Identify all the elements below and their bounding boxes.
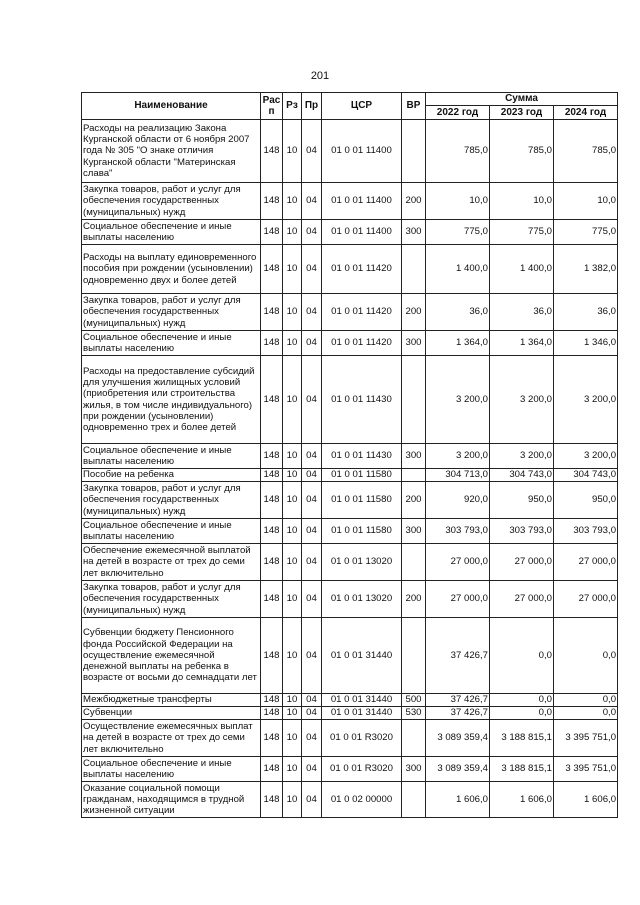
- cell-name: Расходы на реализацию Закона Курганской области от 6 ноября 2007 года № 305 "О знаке отличия Курганской области "Материнская слава": [82, 120, 261, 183]
- cell-2022: 3 200,0: [426, 356, 490, 444]
- cell-2024: 27 000,0: [554, 544, 618, 581]
- table-row: [82, 694, 618, 707]
- cell-csr: 01 0 01 13020: [322, 581, 402, 618]
- cell-2022: 36,0: [426, 294, 490, 331]
- cell-rz: 10: [283, 444, 302, 469]
- cell-vr: 500: [402, 694, 426, 707]
- cell-csr: 01 0 01 R3020: [322, 757, 402, 782]
- cell-2024: 785,0: [554, 120, 618, 183]
- cell-vr: 300: [402, 519, 426, 544]
- table-row: [82, 220, 618, 245]
- cell-rasp: 148: [261, 482, 283, 519]
- cell-pr: 04: [302, 694, 322, 707]
- cell-2024: 0,0: [554, 694, 618, 707]
- cell-2024: 950,0: [554, 482, 618, 519]
- cell-name: Закупка товаров, работ и услуг для обеспечения государственных (муниципальных) нужд: [82, 183, 261, 220]
- cell-pr: 04: [302, 356, 322, 444]
- cell-2024: 0,0: [554, 618, 618, 694]
- cell-vr: 200: [402, 482, 426, 519]
- cell-2022: 10,0: [426, 183, 490, 220]
- cell-vr: 300: [402, 757, 426, 782]
- cell-name: Расходы на выплату единовременного пособия при рождении (усыновлении) одновременно двух и более детей: [82, 245, 261, 294]
- cell-rz: 10: [283, 356, 302, 444]
- table-row: [82, 469, 618, 482]
- cell-rz: 10: [283, 757, 302, 782]
- cell-csr: 01 0 01 11580: [322, 519, 402, 544]
- cell-name: Закупка товаров, работ и услуг для обеспечения государственных (муниципальных) нужд: [82, 482, 261, 519]
- cell-rz: 10: [283, 469, 302, 482]
- cell-2022: 37 426,7: [426, 707, 490, 720]
- cell-pr: 04: [302, 120, 322, 183]
- cell-csr: 01 0 01 11430: [322, 356, 402, 444]
- cell-csr: 01 0 01 11420: [322, 331, 402, 356]
- cell-name: Закупка товаров, работ и услуг для обеспечения государственных (муниципальных) нужд: [82, 294, 261, 331]
- table-row: [82, 444, 618, 469]
- cell-2023: 27 000,0: [490, 581, 554, 618]
- cell-rasp: 148: [261, 782, 283, 818]
- cell-name: Субвенции: [82, 707, 261, 720]
- cell-rasp: 148: [261, 581, 283, 618]
- cell-csr: 01 0 01 11430: [322, 444, 402, 469]
- cell-name: Расходы на предоставление субсидий для улучшения жилищных условий (приобретения или строительства жилья, в том числе индивидуального) при рождении (усыновлении) одновременно трех и более детей: [82, 356, 261, 444]
- cell-name: Социальное обеспечение и иные выплаты населению: [82, 331, 261, 356]
- cell-rasp: 148: [261, 519, 283, 544]
- cell-2022: 27 000,0: [426, 544, 490, 581]
- cell-rasp: 148: [261, 245, 283, 294]
- cell-csr: 01 0 01 11420: [322, 245, 402, 294]
- cell-rasp: 148: [261, 331, 283, 356]
- cell-csr: 01 0 01 31440: [322, 707, 402, 720]
- cell-vr: 300: [402, 220, 426, 245]
- cell-csr: 01 0 02 00000: [322, 782, 402, 818]
- cell-2023: 10,0: [490, 183, 554, 220]
- cell-2024: 3 200,0: [554, 444, 618, 469]
- cell-2022: 37 426,7: [426, 618, 490, 694]
- cell-2023: 785,0: [490, 120, 554, 183]
- cell-2024: 0,0: [554, 707, 618, 720]
- cell-pr: 04: [302, 782, 322, 818]
- cell-2023: 775,0: [490, 220, 554, 245]
- cell-name: Обеспечение ежемесячной выплатой на детей в возрасте от трех до семи лет включительно: [82, 544, 261, 581]
- cell-2023: 3 188 815,1: [490, 720, 554, 757]
- cell-rasp: 148: [261, 757, 283, 782]
- cell-vr: [402, 245, 426, 294]
- cell-vr: [402, 356, 426, 444]
- cell-2024: 3 395 751,0: [554, 720, 618, 757]
- cell-pr: 04: [302, 544, 322, 581]
- cell-rasp: 148: [261, 694, 283, 707]
- cell-2023: 3 200,0: [490, 356, 554, 444]
- cell-pr: 04: [302, 444, 322, 469]
- cell-pr: 04: [302, 469, 322, 482]
- cell-2023: 27 000,0: [490, 544, 554, 581]
- cell-2022: 3 089 359,4: [426, 757, 490, 782]
- cell-2022: 37 426,7: [426, 694, 490, 707]
- cell-2023: 1 364,0: [490, 331, 554, 356]
- cell-rasp: 148: [261, 444, 283, 469]
- cell-2023: 3 200,0: [490, 444, 554, 469]
- cell-2022: 785,0: [426, 120, 490, 183]
- header-2024: 2024 год: [554, 106, 618, 120]
- cell-vr: 530: [402, 707, 426, 720]
- cell-pr: 04: [302, 245, 322, 294]
- cell-pr: 04: [302, 331, 322, 356]
- cell-rasp: 148: [261, 120, 283, 183]
- cell-vr: [402, 720, 426, 757]
- table-row: [82, 707, 618, 720]
- header-csr: ЦСР: [322, 93, 402, 120]
- cell-name: Межбюджетные трансферты: [82, 694, 261, 707]
- cell-pr: 04: [302, 581, 322, 618]
- cell-csr: 01 0 01 31440: [322, 618, 402, 694]
- cell-csr: 01 0 01 11400: [322, 120, 402, 183]
- cell-rz: 10: [283, 618, 302, 694]
- cell-2022: 1 364,0: [426, 331, 490, 356]
- cell-2023: 36,0: [490, 294, 554, 331]
- table-row: [82, 720, 618, 757]
- cell-2024: 36,0: [554, 294, 618, 331]
- table-row: [82, 757, 618, 782]
- cell-vr: [402, 469, 426, 482]
- header-rz: Рз: [283, 93, 302, 120]
- cell-2022: 3 089 359,4: [426, 720, 490, 757]
- header-rasp: Рас п: [261, 93, 283, 120]
- cell-rz: 10: [283, 183, 302, 220]
- cell-pr: 04: [302, 618, 322, 694]
- page-number: 201: [310, 70, 330, 82]
- cell-2023: 304 743,0: [490, 469, 554, 482]
- cell-pr: 04: [302, 707, 322, 720]
- cell-rz: 10: [283, 694, 302, 707]
- cell-pr: 04: [302, 183, 322, 220]
- cell-vr: 200: [402, 183, 426, 220]
- cell-2022: 1 606,0: [426, 782, 490, 818]
- cell-csr: 01 0 01 13020: [322, 544, 402, 581]
- cell-2024: 10,0: [554, 183, 618, 220]
- cell-2024: 1 382,0: [554, 245, 618, 294]
- cell-csr: 01 0 01 11400: [322, 220, 402, 245]
- cell-2023: 1 400,0: [490, 245, 554, 294]
- cell-rasp: 148: [261, 720, 283, 757]
- cell-name: Субвенции бюджету Пенсионного фонда Российской Федерации на осуществление ежемесячной денежной выплаты на ребенка в возрасте от восьми до семнадцати лет: [82, 618, 261, 694]
- cell-2024: 303 793,0: [554, 519, 618, 544]
- cell-vr: [402, 120, 426, 183]
- cell-2024: 27 000,0: [554, 581, 618, 618]
- cell-rasp: 148: [261, 220, 283, 245]
- table-row: [82, 331, 618, 356]
- cell-csr: 01 0 01 R3020: [322, 720, 402, 757]
- cell-name: Социальное обеспечение и иные выплаты населению: [82, 519, 261, 544]
- cell-rz: 10: [283, 220, 302, 245]
- cell-name: Социальное обеспечение и иные выплаты населению: [82, 757, 261, 782]
- cell-2022: 775,0: [426, 220, 490, 245]
- table-row: [82, 482, 618, 519]
- cell-2022: 304 713,0: [426, 469, 490, 482]
- cell-csr: 01 0 01 11420: [322, 294, 402, 331]
- cell-rz: 10: [283, 720, 302, 757]
- budget-table: [81, 92, 618, 818]
- cell-2024: 1 606,0: [554, 782, 618, 818]
- cell-name: Социальное обеспечение и иные выплаты населению: [82, 220, 261, 245]
- table-row: [82, 183, 618, 220]
- cell-2024: 3 395 751,0: [554, 757, 618, 782]
- table-row: [82, 782, 618, 818]
- cell-name: Осуществление ежемесячных выплат на детей в возрасте от трех до семи лет включительно: [82, 720, 261, 757]
- table-row: [82, 245, 618, 294]
- cell-rz: 10: [283, 544, 302, 581]
- cell-vr: 300: [402, 331, 426, 356]
- cell-rasp: 148: [261, 707, 283, 720]
- cell-2022: 303 793,0: [426, 519, 490, 544]
- cell-vr: [402, 618, 426, 694]
- table-row: [82, 294, 618, 331]
- cell-2022: 27 000,0: [426, 581, 490, 618]
- cell-rz: 10: [283, 581, 302, 618]
- header-2023: 2023 год: [490, 106, 554, 120]
- cell-2024: 304 743,0: [554, 469, 618, 482]
- cell-name: Закупка товаров, работ и услуг для обеспечения государственных (муниципальных) нужд: [82, 581, 261, 618]
- cell-2023: 3 188 815,1: [490, 757, 554, 782]
- cell-vr: 200: [402, 581, 426, 618]
- header-vr: ВР: [402, 93, 426, 120]
- header-pr: Пр: [302, 93, 322, 120]
- cell-pr: 04: [302, 720, 322, 757]
- cell-2023: 1 606,0: [490, 782, 554, 818]
- cell-rz: 10: [283, 331, 302, 356]
- cell-rasp: 148: [261, 356, 283, 444]
- cell-rasp: 148: [261, 183, 283, 220]
- cell-vr: [402, 782, 426, 818]
- cell-2023: 0,0: [490, 618, 554, 694]
- cell-pr: 04: [302, 482, 322, 519]
- cell-2023: 303 793,0: [490, 519, 554, 544]
- cell-pr: 04: [302, 294, 322, 331]
- cell-pr: 04: [302, 757, 322, 782]
- table-row: [82, 581, 618, 618]
- cell-rz: 10: [283, 482, 302, 519]
- cell-csr: 01 0 01 11580: [322, 469, 402, 482]
- cell-name: Пособие на ребенка: [82, 469, 261, 482]
- cell-rz: 10: [283, 120, 302, 183]
- table-row: [82, 544, 618, 581]
- cell-rasp: 148: [261, 294, 283, 331]
- cell-vr: 200: [402, 294, 426, 331]
- cell-2024: 1 346,0: [554, 331, 618, 356]
- header-sum: Сумма: [426, 93, 618, 106]
- cell-2023: 0,0: [490, 694, 554, 707]
- cell-2023: 950,0: [490, 482, 554, 519]
- cell-rasp: 148: [261, 469, 283, 482]
- table-row: [82, 519, 618, 544]
- cell-rasp: 148: [261, 618, 283, 694]
- cell-csr: 01 0 01 11580: [322, 482, 402, 519]
- cell-2024: 3 200,0: [554, 356, 618, 444]
- table-row: [82, 120, 618, 183]
- header-2022: 2022 год: [426, 106, 490, 120]
- header-name: Наименование: [82, 93, 261, 120]
- cell-name: Оказание социальной помощи гражданам, находящимся в трудной жизненной ситуации: [82, 782, 261, 818]
- cell-rz: 10: [283, 245, 302, 294]
- cell-csr: 01 0 01 11400: [322, 183, 402, 220]
- table-row: [82, 356, 618, 444]
- cell-name: Социальное обеспечение и иные выплаты населению: [82, 444, 261, 469]
- cell-pr: 04: [302, 220, 322, 245]
- cell-rz: 10: [283, 782, 302, 818]
- cell-csr: 01 0 01 31440: [322, 694, 402, 707]
- cell-pr: 04: [302, 519, 322, 544]
- cell-vr: [402, 544, 426, 581]
- cell-rz: 10: [283, 294, 302, 331]
- cell-2022: 920,0: [426, 482, 490, 519]
- cell-2022: 3 200,0: [426, 444, 490, 469]
- cell-rz: 10: [283, 519, 302, 544]
- cell-vr: 300: [402, 444, 426, 469]
- cell-rasp: 148: [261, 544, 283, 581]
- cell-2022: 1 400,0: [426, 245, 490, 294]
- cell-rz: 10: [283, 707, 302, 720]
- cell-2023: 0,0: [490, 707, 554, 720]
- cell-2024: 775,0: [554, 220, 618, 245]
- table-row: [82, 618, 618, 694]
